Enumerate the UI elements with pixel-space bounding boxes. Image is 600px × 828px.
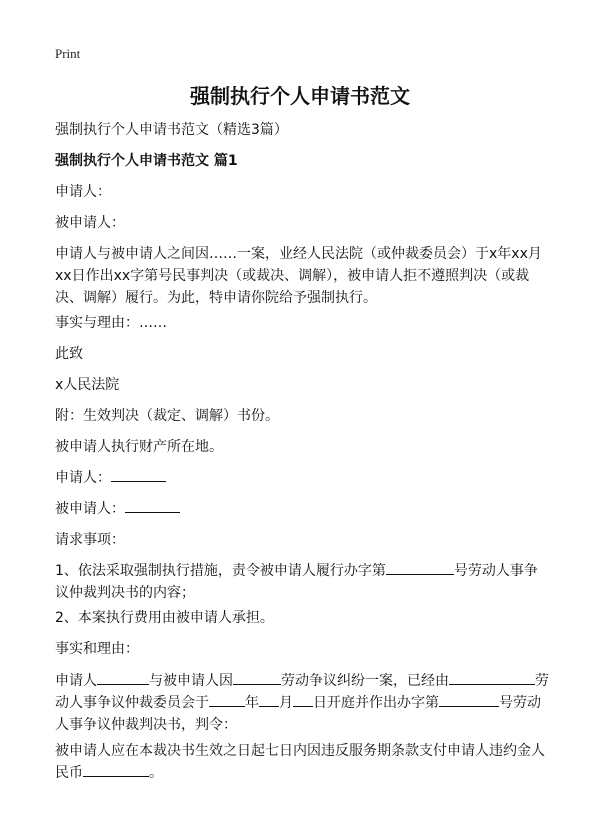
document-subtitle: 强制执行个人申请书范文（精选3篇） xyxy=(55,122,288,138)
respondent-label: 被申请人： xyxy=(55,501,125,517)
fact-blank-7 xyxy=(439,692,499,707)
request-item-1 xyxy=(55,560,550,604)
fact-blank-5 xyxy=(259,692,279,707)
facts-paragraph xyxy=(55,670,550,736)
fact-text-4: 劳动人事争议仲裁委员会于 xyxy=(55,673,549,711)
applicant-label: 申请人： xyxy=(55,470,111,486)
print-link[interactable]: Print xyxy=(55,46,81,61)
case-number-blank xyxy=(386,560,454,575)
fact-text-9: 号劳动人事争议仲裁判决书，判令： xyxy=(55,695,541,733)
applicant-line: 申请人： xyxy=(55,184,111,200)
applicant-blank xyxy=(111,467,166,482)
respondent-line: 被申请人： xyxy=(55,215,125,231)
section-heading: 强制执行个人申请书范文 篇1 xyxy=(55,153,238,169)
fact-blank-4 xyxy=(209,692,245,707)
property-location-line: 被申请人执行财产所在地。 xyxy=(55,439,223,455)
penalty-amount-blank xyxy=(83,762,149,777)
fact-text-3: 劳动争议纠纷一案，已经由 xyxy=(281,673,449,689)
request-item-2: 2、本案执行费用由被申请人承担。 xyxy=(55,610,274,626)
applicant-signature-line xyxy=(55,467,550,489)
requests-heading: 请求事项： xyxy=(55,532,125,548)
facts-reasons-line: 事实与理由：…… xyxy=(55,315,167,331)
fact-blank-1 xyxy=(97,670,149,685)
final-text-a: 被申请人应在本裁决书生效之日起七日内因违反服务期条款支付申请人违约金人民币 xyxy=(55,743,545,781)
court-name: x人民法院 xyxy=(55,377,120,393)
facts-reasons-heading: 事实和理由： xyxy=(55,641,139,657)
final-paragraph xyxy=(55,740,550,784)
fact-text-8: 第 xyxy=(425,695,439,711)
fact-text-2: 与被申请人因 xyxy=(149,673,233,689)
salutation: 此致 xyxy=(55,346,83,362)
fact-blank-3 xyxy=(449,670,535,685)
request-1-part-b: 号劳动人事争议仲裁判决书的内容； xyxy=(55,563,538,601)
request-1-part-a: 1、依法采取强制执行措施，责令被申请人履行办字第 xyxy=(55,563,386,579)
fact-text-6: 月 xyxy=(279,695,293,711)
document-title: 强制执行个人申请书范文 xyxy=(190,84,410,108)
respondent-blank xyxy=(125,498,180,513)
fact-blank-2 xyxy=(233,670,281,685)
attachment-line: 附：生效判决（裁定、调解）书份。 xyxy=(55,408,279,424)
respondent-signature-line xyxy=(55,498,550,520)
fact-blank-6 xyxy=(293,692,313,707)
body-paragraph-1: 申请人与被申请人之间因……一案，业经人民法院（或仲裁委员会）于x年xx月xx日作出xx字第号民事判决（或裁决、调解），被申请人拒不遵照判决（或裁决、调解）履行。为此，特申请你院给予强制执行。 xyxy=(55,246,542,306)
fact-text-5: 年 xyxy=(245,695,259,711)
final-text-b: 。 xyxy=(149,765,163,781)
fact-text-7: 日开庭并作出办字 xyxy=(313,695,425,711)
fact-text-1: 申请人 xyxy=(55,673,97,689)
